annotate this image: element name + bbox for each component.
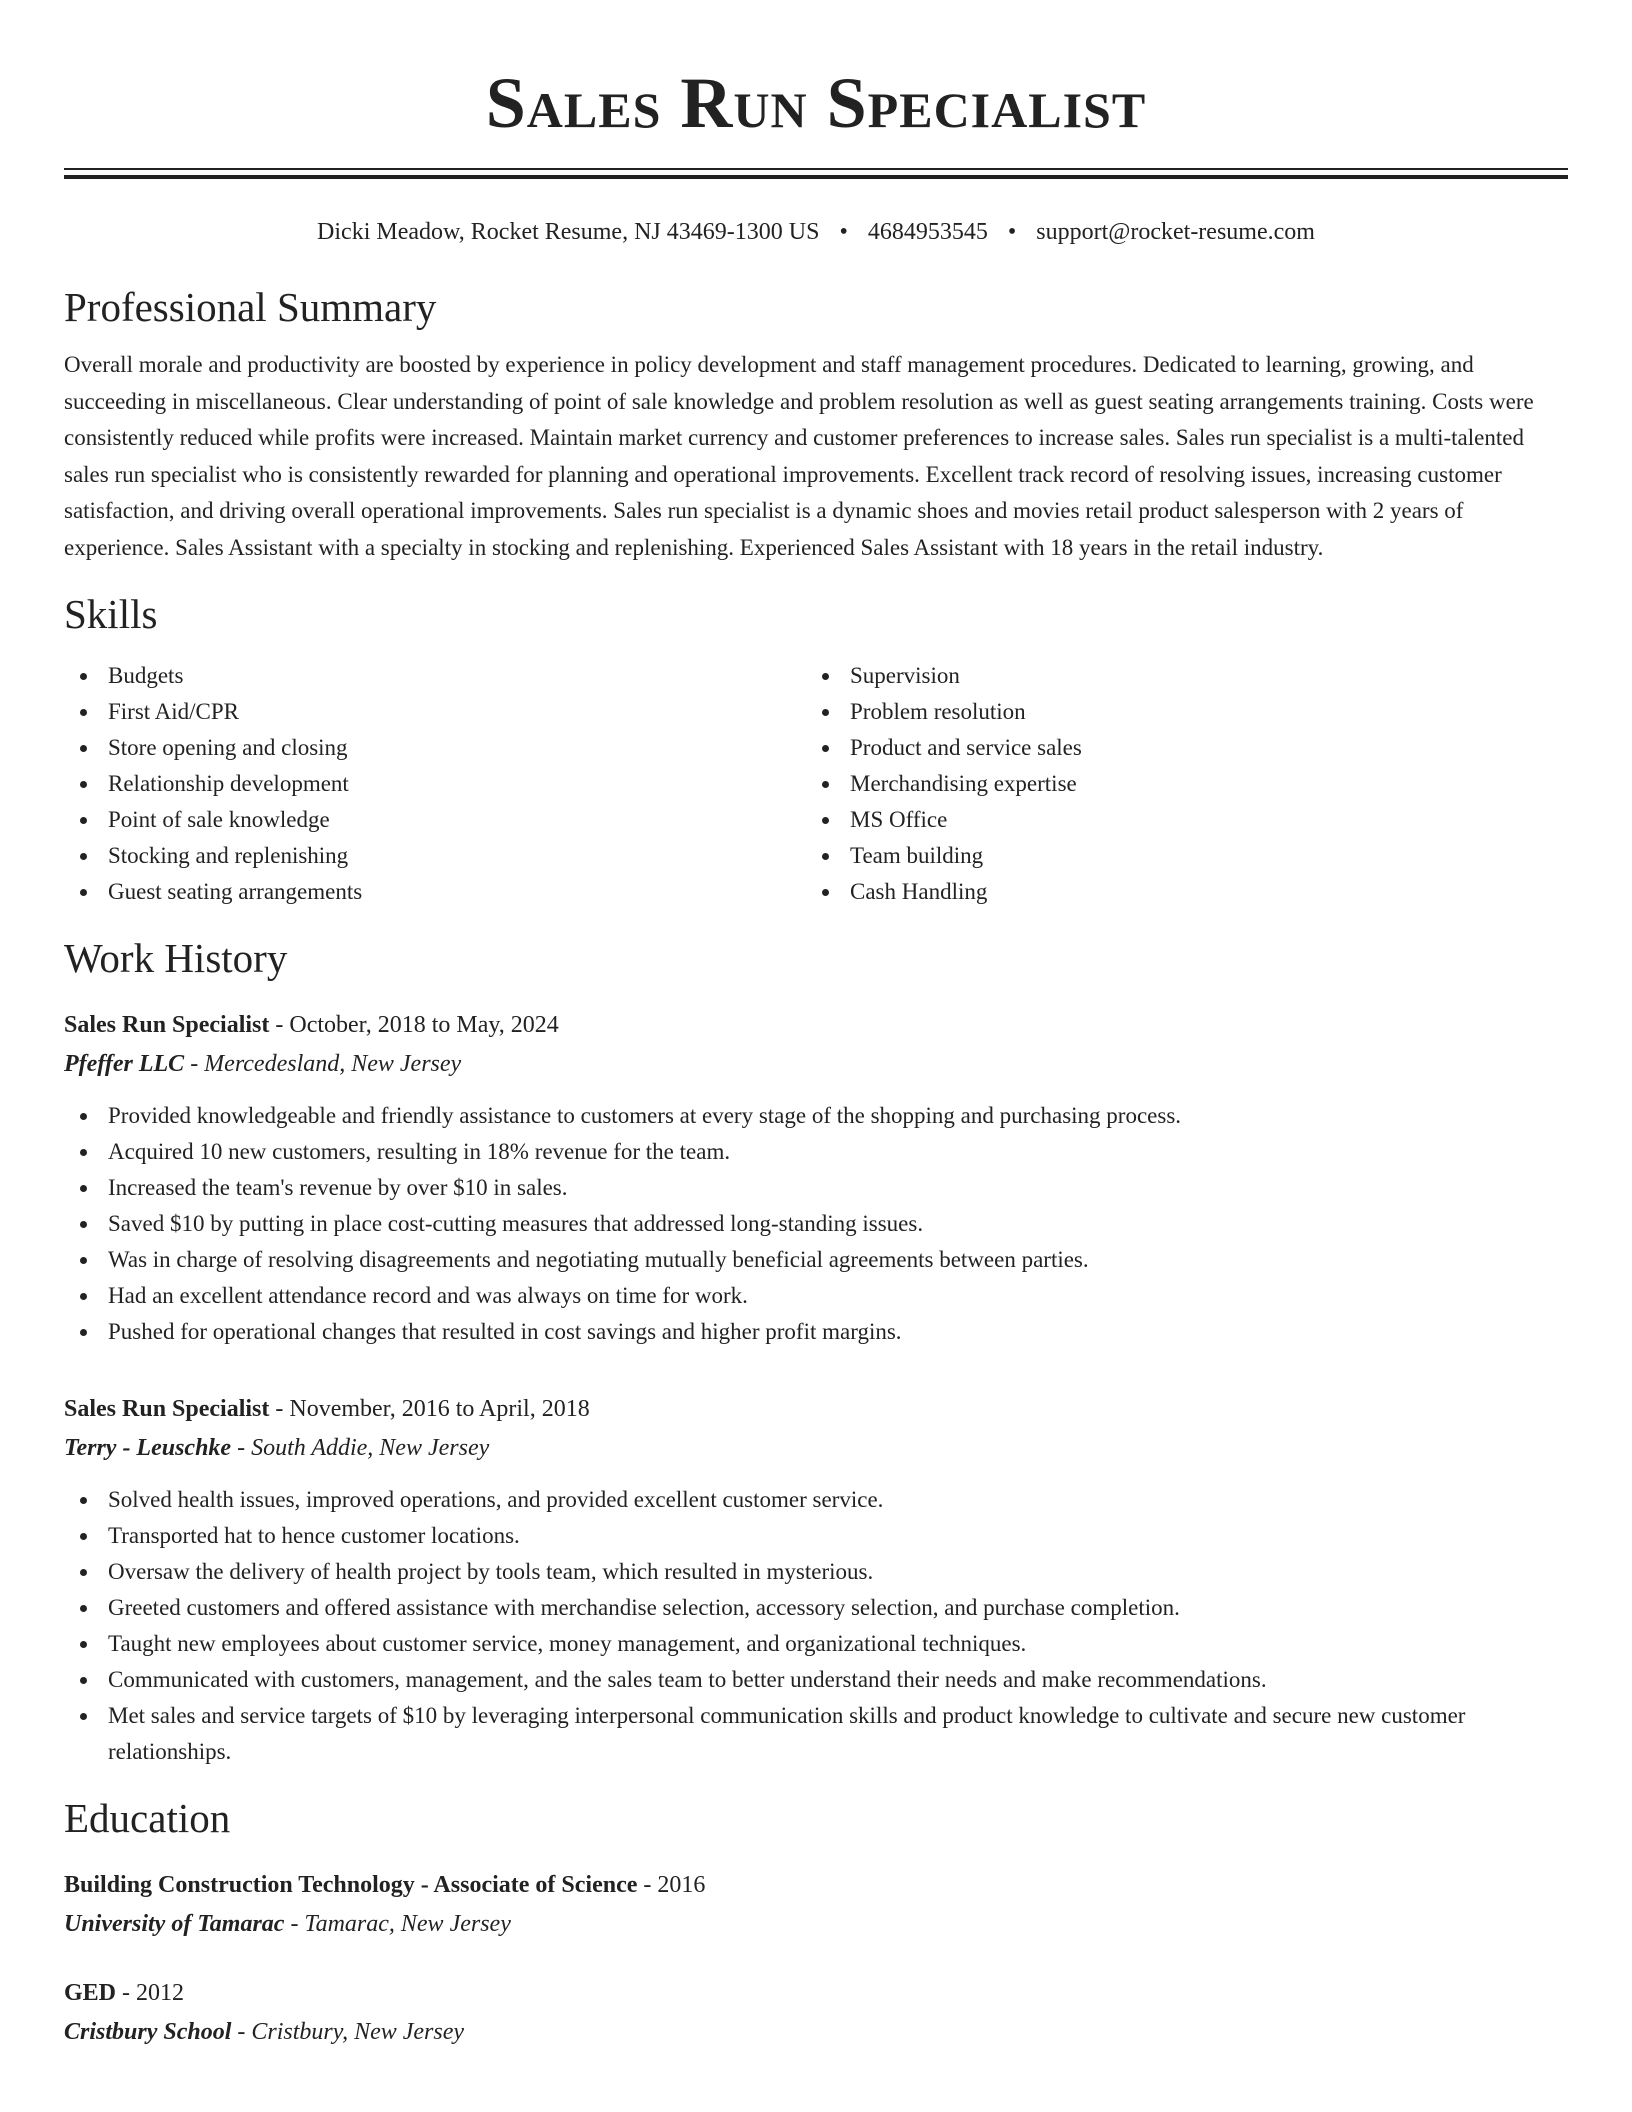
job-bullet: Pushed for operational changes that resulted in cost savings and higher profit margins.: [64, 1314, 1568, 1350]
skill-item: First Aid/CPR: [64, 694, 806, 730]
skill-item: Point of sale knowledge: [64, 802, 806, 838]
skill-item: Stocking and replenishing: [64, 838, 806, 874]
education-entry: [64, 1974, 1568, 2052]
contact-line: [64, 217, 1568, 247]
skills-column-left: [64, 658, 806, 910]
job-bullet: Acquired 10 new customers, resulting in 18% revenue for the team.: [64, 1134, 1568, 1170]
job-bullet: Solved health issues, improved operations, and provided excellent customer service.: [64, 1482, 1568, 1518]
skill-item: Supervision: [806, 658, 1548, 694]
education-entry: [64, 1866, 1568, 1944]
skill-item: Problem resolution: [806, 694, 1548, 730]
company-line: [64, 1044, 1568, 1084]
contact-address: Dicki Meadow, Rocket Resume, NJ 43469-1300 US: [317, 219, 820, 245]
company-location: - South Addie, New Jersey: [231, 1435, 490, 1461]
job-bullet: Saved $10 by putting in place cost-cutting measures that addressed long-standing issues.: [64, 1206, 1568, 1242]
contact-separator: •: [1007, 219, 1017, 245]
company-name: Pfeffer LLC: [64, 1051, 185, 1077]
resume-page: [64, 0, 1568, 2052]
skill-item: Cash Handling: [806, 874, 1548, 910]
job-bullet: Had an excellent attendance record and was always on time for work.: [64, 1278, 1568, 1314]
skill-item: MS Office: [806, 802, 1548, 838]
job-dates: - November, 2016 to April, 2018: [269, 1396, 590, 1422]
job-bullet: Was in charge of resolving disagreements and negotiating mutually beneficial agreements between parties.: [64, 1242, 1568, 1278]
degree-line: [64, 1866, 1568, 1904]
skill-item: Product and service sales: [806, 730, 1548, 766]
degree-name: Building Construction Technology - Associate of Science: [64, 1872, 638, 1898]
company-location: - Mercedesland, New Jersey: [184, 1051, 462, 1077]
job-entry: [64, 1006, 1568, 1350]
school-name: Cristbury School: [64, 2019, 232, 2045]
contact-email: support@rocket-resume.com: [1036, 219, 1315, 245]
job-bullet: Taught new employees about customer service, money management, and organizational techniques.: [64, 1626, 1568, 1662]
skill-item: Relationship development: [64, 766, 806, 802]
skill-item: Budgets: [64, 658, 806, 694]
job-bullets: [64, 1482, 1568, 1770]
skill-item: Store opening and closing: [64, 730, 806, 766]
school-location: - Tamarac, New Jersey: [284, 1911, 511, 1937]
job-title: Sales Run Specialist: [64, 1396, 270, 1422]
school-line: [64, 2012, 1568, 2052]
summary-text: Overall morale and productivity are boosted by experience in policy development and staff management procedures. Dedicated to learning, growing, and succeeding in miscellaneous. Clear understanding of point of sale knowledge and problem resolution as well as guest seating arrangements training. Costs were consistently reduced while profits were increased. Maintain market currency and customer preferences to increase sales. Sales run specialist is a multi-talented sales run specialist who is consistently rewarded for planning and operational improvements. Excellent track record of resolving issues, increasing customer satisfaction, and driving overall operational improvements. Sales run specialist is a dynamic shoes and movies retail product salesperson with 2 years of experience. Sales Assistant with a specialty in stocking and replenishing. Experienced Sales Assistant with 18 years in the retail industry.: [64, 352, 1534, 560]
school-location: - Cristbury, New Jersey: [231, 2019, 465, 2045]
title-divider-thin: [64, 168, 1568, 170]
skills-heading: Skills: [64, 591, 158, 637]
degree-year: - 2016: [637, 1872, 706, 1898]
education-heading: Education: [64, 1795, 231, 1841]
summary-heading: Professional Summary: [64, 284, 437, 330]
degree-year: - 2012: [116, 1980, 185, 2006]
contact-separator: •: [839, 219, 848, 245]
degree-name: GED: [64, 1980, 117, 2006]
job-bullet: Communicated with customers, management, and the sales team to better understand their needs and make recommendations.: [64, 1662, 1568, 1698]
title-divider-thick: [64, 175, 1568, 179]
work-history-heading: Work History: [64, 935, 288, 981]
job-bullet: Transported hat to hence customer locations.: [64, 1518, 1568, 1554]
company-line: [64, 1428, 1568, 1468]
school-name: University of Tamarac: [64, 1911, 285, 1937]
skill-item: Guest seating arrangements: [64, 874, 806, 910]
skills-column-right: [806, 658, 1548, 910]
skill-item: Merchandising expertise: [806, 766, 1548, 802]
job-title-line: [64, 1006, 1568, 1044]
job-bullet: Increased the team's revenue by over $10 in sales.: [64, 1170, 1568, 1206]
job-title: Sales Run Specialist: [64, 1012, 270, 1038]
job-title-line: [64, 1390, 1568, 1428]
job-bullet: Provided knowledgeable and friendly assistance to customers at every stage of the shopping and purchasing process.: [64, 1098, 1568, 1134]
job-bullet: Met sales and service targets of $10 by leveraging interpersonal communication skills and product knowledge to cultivate and secure new customer relationships.: [64, 1698, 1568, 1770]
job-dates: - October, 2018 to May, 2024: [269, 1012, 559, 1038]
school-line: [64, 1904, 1568, 1944]
company-name: Terry - Leuschke: [64, 1435, 232, 1461]
job-bullets: [64, 1098, 1568, 1350]
job-bullet: Greeted customers and offered assistance with merchandise selection, accessory selection, and purchase completion.: [64, 1590, 1568, 1626]
resume-title: Sales Run Specialist: [485, 63, 1147, 143]
degree-line: [64, 1974, 1568, 2012]
skill-item: Team building: [806, 838, 1548, 874]
job-entry: [64, 1390, 1568, 1770]
contact-phone: 4684953545: [867, 219, 988, 245]
skills-list: [64, 658, 1568, 910]
job-bullet: Oversaw the delivery of health project by tools team, which resulted in mysterious.: [64, 1554, 1568, 1590]
